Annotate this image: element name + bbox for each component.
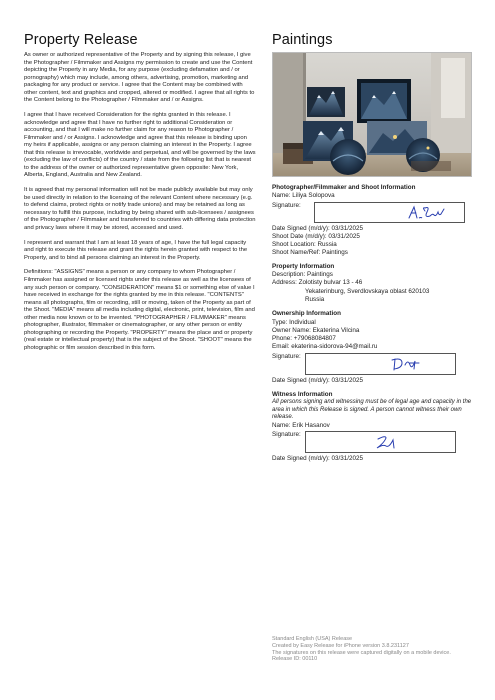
owner-date-signed: Date Signed (m/d/y): 03/31/2025 (272, 376, 364, 384)
photographer-signature-box (314, 202, 465, 223)
release-paragraph: I agree that I have received Consideration for the rights granted in this release. I acknowledge and agree that I have no further right to additional Consideration or accounting, and that I will make no further claim for any reason to Photographer / Filmmaker and / or Assigns. I acknowledge and agree that this release is binding upon my heirs if applicable, assigns or any person claiming an interest in the Property. I agree that this release is irrevocable, worldwide and perpetual, and will be governed by the laws (excluding the law of conflicts) of the country / state from the following list that is nearest to the address of the owner or authorized representative given opposite: New York, Alberta, England, Australia and New Zealand. (24, 112, 256, 179)
signature-scribble (315, 203, 464, 222)
signature-scribble (306, 354, 455, 374)
owner-email: Email: ekaterina-sidorova-94@mail.ru (272, 343, 378, 351)
property-title: Paintings (272, 32, 333, 48)
property-address-city: Yekaterinburg, Sverdlovskaya oblast 620103 (305, 287, 430, 295)
paintings-photo-image (273, 53, 471, 176)
photographer-signature-row (272, 202, 472, 223)
witness-signature-row (272, 431, 472, 453)
owner-signature-row (272, 353, 472, 375)
property-description: Description: Paintings (272, 271, 333, 279)
footer-signature-note: The signatures on this release were captured digitally on a mobile device. (272, 649, 451, 656)
property-photo (272, 52, 472, 177)
photographer-heading: Photographer/Filmmaker and Shoot Information (272, 184, 416, 191)
release-paragraph: It is agreed that my personal information will not be made publicly available but may only be used directly in relation to the licensing of the relevant Content where necessary (e.g. to defend claims, protect rights or notify trade unions) and may be retained as long as necessary to fulfill this purpose, including by being shared with sub-licensees / assignees of the Photographer / Filmmaker and transferred to countries with differing data protection and privacy laws where it may be stored, accessed and used. (24, 187, 256, 231)
shoot-location: Shoot Location: Russia (272, 241, 337, 249)
release-title: Property Release (24, 32, 138, 48)
photographer-date-signed: Date Signed (m/d/y): 03/31/2025 (272, 224, 364, 232)
info-column (272, 52, 472, 464)
property-address-country: Russia (305, 295, 325, 303)
ownership-heading: Ownership Information (272, 310, 341, 318)
owner-signature-box (305, 353, 456, 375)
property-address: Address: Zolotisty bulvar 13 - 46 (272, 279, 363, 287)
signature-label: Signature: (272, 201, 301, 209)
witness-note: All persons signing and witnessing must be of legal age and capacity in the area in which this Release is signed. A person cannot witness their own release. (272, 399, 472, 420)
signature-label: Signature: (272, 352, 301, 360)
release-text (24, 52, 256, 360)
signature-scribble (306, 432, 455, 452)
release-paragraph: Definitions: "ASSIGNS" means a person or any company to whom Photographer / Filmmaker has assigned or licensed rights under this release as well as the licensees of any such person or company. "CONSIDERATION" means $1 or something else of value I have received in exchange for the rights granted by me in this release. "CONTENTS" means all photographs, film or recording, still or moving, taken of the Property as part of the Shoot. "MEDIA" means all media including digital, electronic, print, television, film and other media now known or to be invented. "PHOTOGRAPHER / FILMMAKER" means photographer, illustrator, filmmaker or cinematographer, or any other person or entity photographing or recording the Property. "PROPERTY" means the place and or property (real estate or intellectual property) that is the subject of the Shoot. "SHOOT" means the photographic or film session described in this form. (24, 269, 255, 351)
release-footer (272, 636, 472, 663)
release-paragraph: I represent and warrant that I am at least 18 years of age, I have the full legal capacity and right to execute this release and grant the rights herein granted with respect to the Property, and to bind all persons claiming an interest in the Property. (24, 239, 248, 261)
owner-name: Owner Name: Ekaterina Vilcina (272, 326, 360, 334)
witness-signature-box (305, 431, 456, 453)
witness-heading: Witness Information (272, 391, 333, 399)
witness-date-signed: Date Signed (m/d/y): 03/31/2025 (272, 455, 364, 463)
shoot-name: Shoot Name/Ref: Paintings (272, 249, 348, 257)
witness-name: Name: Erik Hasanov (272, 421, 330, 429)
property-info-heading: Property Information (272, 262, 335, 270)
signature-label: Signature: (272, 431, 301, 439)
owner-phone: Phone: +79068084807 (272, 335, 336, 343)
shoot-date: Shoot Date (m/d/y): 03/31/2025 (272, 232, 360, 240)
ownership-type: Type: Individual (272, 318, 316, 326)
footer-release-id: Release ID: 00110 (272, 656, 318, 663)
release-paragraph: As owner or authorized representative of the Property and by signing this release, I give the Photographer / Filmmaker and Assigns my permission to create and use the Content depicting the Property in any Media, for any purpose (excluding defamation and / or pornography) which may include, among others, advertising, promotion, marketing and packaging for any product or service. I agree that the Content may be combined with other content, text and graphics and cropped, altered or modified. I agree that all rights to the Content belong to the Photographer / Filmmaker and / or Assigns. (24, 52, 255, 104)
footer-release-type: Standard English (USA) Release (272, 636, 353, 642)
photographer-name: Name: Liliya Solopova (272, 192, 335, 200)
footer-created-by: Created by Easy Release for iPhone version 3.8.231127 (272, 642, 409, 649)
